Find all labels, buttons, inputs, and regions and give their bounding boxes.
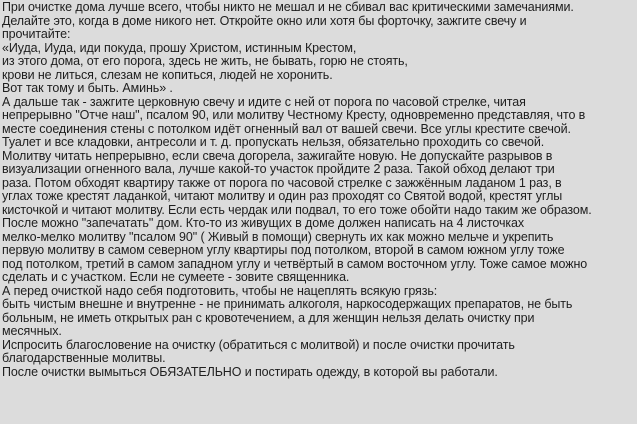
- text-line: углах тоже крестят ладанкой, читают молитву и один раз проходят со Святой водой, крестят углы: [2, 190, 563, 203]
- text-line: благодарственные молитвы.: [2, 352, 166, 365]
- prayer-line: крови не литься, слезам не копиться, людей не хоронить.: [2, 68, 333, 82]
- text-line: При очистке дома лучше всего, чтобы никто не мешал и не сбивал вас критическими замечаниями.: [2, 1, 574, 14]
- prayer-line: из этого дома, от его порога, здесь не жить, не бывать, горю не стоять,: [2, 55, 408, 68]
- text-line: После очистки вымыться ОБЯЗАТЕЛЬНО и постирать одежду, в которой вы работали.: [2, 365, 498, 379]
- text-line: Испросить благословение на очистку (обратиться с молитвой) и после очистки прочитать: [2, 338, 515, 352]
- text-line: быть чистым внешне и внутренне - не принимать алкоголя, наркосодержащих препаратов, не быть: [2, 298, 573, 311]
- text-line: прочитайте:: [2, 28, 71, 41]
- text-line: А дальше так - зажгите церковную свечу и идите с ней от порога по часовой стрелке, читая: [2, 95, 526, 109]
- text-line: больным, не иметь открытых ран с кровотечением, а для женщин нельзя делать очистку при: [2, 311, 535, 325]
- text-line: После можно "запечатать" дом. Кто-то из живущих в доме должен написать на 4 листочках: [2, 217, 525, 230]
- text-line: сделать и с участком. Если не сумеете - зовите священника.: [2, 271, 350, 284]
- text-line: Делайте это, когда в доме никого нет. Откройте окно или хотя бы форточку, зажгите свечу и: [2, 14, 527, 28]
- text-line: визуализации огненного вала, лучше какой-то участок пройдите 2 раза. Такой обход делают три: [2, 163, 555, 176]
- text-line: мелко-мелко молитву "псалом 90" ( Живый в помощи) свернуть их как можно мельче и укрепить: [2, 230, 554, 244]
- text-line: Молитву читать непрерывно, если свеча догорела, зажигайте новую. Не допускайте разрывов в: [2, 149, 553, 163]
- text-line: первую молитву в самом северном углу квартиры под потолком, второй в самом южном углу тоже: [2, 244, 565, 257]
- text-line: месте соединения стены с потолком идёт огненный вал от вашей свечи. Все углы крестите свечой.: [2, 122, 571, 136]
- text-line: месячных.: [2, 325, 62, 338]
- text-line: А перед очисткой надо себя подготовить, чтобы не нацеплять всякую грязь:: [2, 284, 438, 298]
- text-line: раза. Потом обходят квартиру также от порога по часовой стрелке с зажжённым ладаном 1 раз, в: [2, 176, 562, 190]
- article-text: [2, 1, 633, 379]
- prayer-line: «Иуда, Иуда, иди покуда, прошу Христом, истинным Крестом,: [2, 41, 357, 55]
- text-line: Туалет и все кладовки, антресоли и т. д. пропускать нельзя, обязательно проходить со свечой.: [2, 136, 545, 149]
- text-line: непрерывно "Отче наш", псалом 90, или молитву Честному Кресту, одновременно представляя, что в: [2, 109, 586, 122]
- prayer-line: Вот так тому и быть. Аминь» .: [2, 82, 173, 95]
- text-line: под потолком, третий в самом западном углу и четвёртый в самом восточном углу. Тоже самое можно: [2, 257, 588, 271]
- text-line: кисточкой и читают молитву. Если есть чердак или подвал, то его тоже обойти надо таким же образом.: [2, 203, 592, 217]
